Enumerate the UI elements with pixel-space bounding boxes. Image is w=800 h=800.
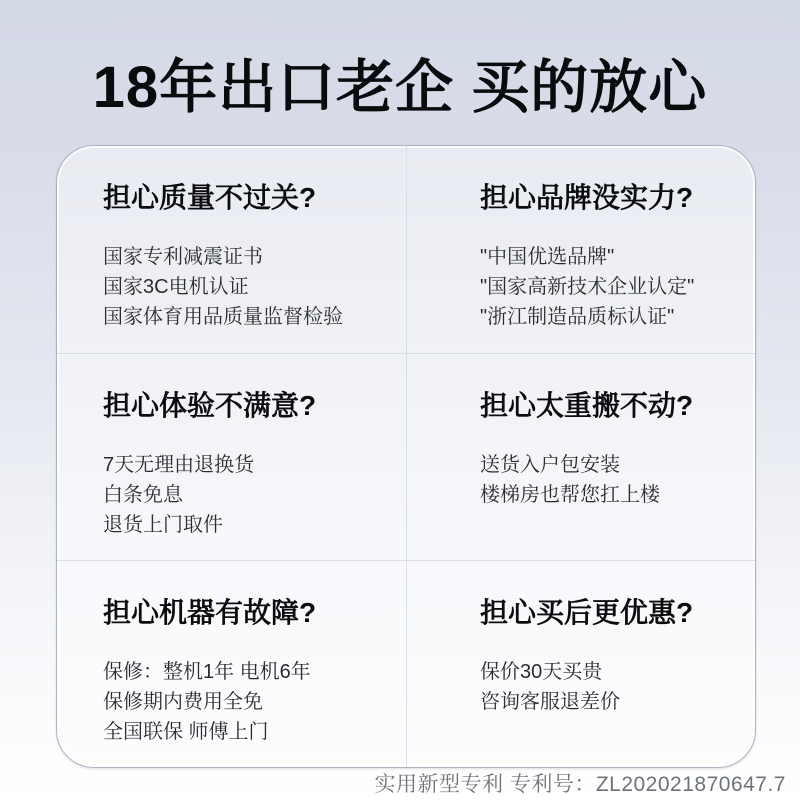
- section-delivery: [406, 353, 755, 560]
- section-quality: [57, 146, 406, 353]
- section-line: 保修：整机1年 电机6年: [103, 661, 311, 683]
- section-line: 送货入户包安装: [480, 454, 620, 476]
- section-heading: 担心品牌没实力?: [480, 182, 694, 213]
- section-price-protection: [406, 560, 755, 767]
- section-line: "浙江制造品质标认证": [480, 306, 675, 328]
- section-heading: 担心质量不过关?: [103, 182, 317, 213]
- section-line: 咨询客服退差价: [480, 691, 620, 713]
- section-line: 7天无理由退换货: [103, 454, 255, 476]
- section-heading: 担心体验不满意?: [103, 390, 317, 421]
- section-line: 国家3C电机认证: [103, 276, 249, 298]
- benefits-card: [56, 145, 756, 768]
- section-warranty: [57, 560, 406, 767]
- section-line: 楼梯房也帮您扛上楼: [480, 484, 660, 506]
- section-line: 国家体育用品质量监督检验: [103, 306, 343, 328]
- section-heading: 担心机器有故障?: [103, 597, 317, 628]
- page-title: 18年出口老企 买的放心: [92, 55, 708, 120]
- section-line: 保价30天买贵: [480, 661, 603, 683]
- section-line: 白条免息: [103, 484, 183, 506]
- section-line: "国家高新技术企业认定": [480, 276, 695, 298]
- section-line: 退货上门取件: [103, 514, 223, 536]
- section-brand: [406, 146, 755, 353]
- section-heading: 担心买后更优惠?: [480, 597, 694, 628]
- section-line: 全国联保 师傅上门: [103, 721, 269, 743]
- patent-number: 实用新型专利 专利号：ZL202021870647.7: [374, 773, 786, 796]
- section-line: "中国优选品牌": [480, 246, 615, 268]
- section-line: 国家专利减震证书: [103, 246, 263, 268]
- section-heading: 担心太重搬不动?: [480, 390, 694, 421]
- section-experience: [57, 353, 406, 560]
- section-line: 保修期内费用全免: [103, 691, 263, 713]
